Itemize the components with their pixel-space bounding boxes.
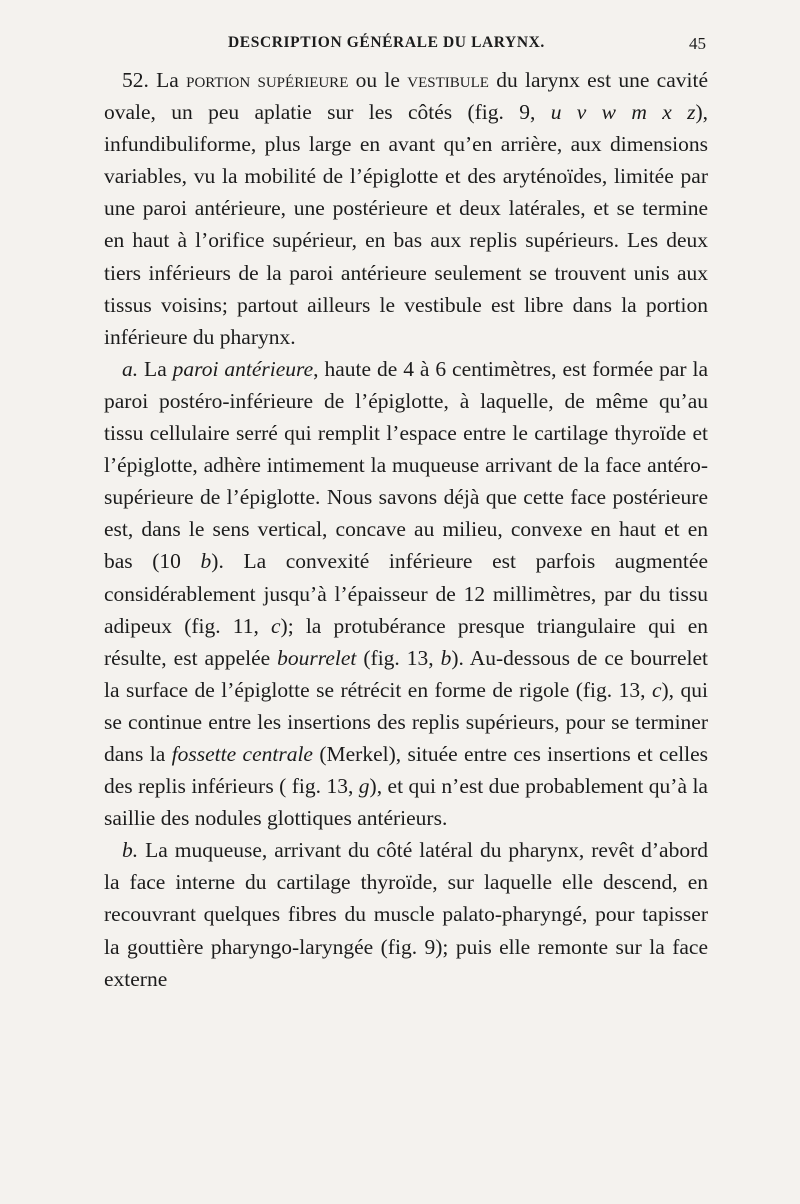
- italic-text: b: [200, 549, 212, 574]
- italic-text: b.: [122, 838, 139, 863]
- small-caps-text: vestibule: [407, 68, 489, 92]
- italic-text: paroi antérieure: [172, 356, 314, 381]
- paragraph-a-anterior-wall: [104, 353, 708, 834]
- text-run: ), et qui n’est due probablement qu’à la saillie des nodules glottiques antérieurs.: [104, 774, 708, 831]
- paragraph-52: [104, 64, 708, 353]
- text-run: ), qui se continue entre les insertions des replis supérieurs, pour se terminer dans la: [104, 677, 708, 766]
- text-run: , haute de 4 à 6 centimètres, est formée par la paroi postéro-inférieure de l’épiglotte, à laquelle, de même qu’au tissu cellulaire serré qui remplit l’espace entre le cartilage thyroïde et l’épiglotte, adhère intimement la muqueuse arrivant de la face antéro-supérieure de l’épiglotte. Nous savons déjà que cette face postérieure est, dans le sens vertical, concave au milieu, convexe en haut et en bas (10: [104, 356, 708, 574]
- text-run: 52. La: [122, 68, 187, 92]
- small-caps-text: portion supérieure: [186, 68, 349, 92]
- text-run: du larynx est une cavité ovale, un peu aplatie sur les côtés (fig. 9,: [104, 68, 708, 125]
- italic-text: c: [651, 677, 662, 702]
- page-header: [104, 32, 706, 56]
- italic-text: fossette centrale: [171, 741, 313, 766]
- body-text: [104, 64, 708, 995]
- text-run: ou le: [348, 68, 408, 92]
- italic-text: c: [271, 613, 281, 638]
- page-number: 45: [689, 34, 706, 53]
- text-run: La: [138, 356, 173, 381]
- text-run: La muqueuse, arrivant du côté latéral du pharynx, revêt d’abord la face interne du cartilage thyroïde, sur laquelle elle descend, en recouvrant quelques fibres du muscle palato-pharyngé, pour tapisser la gouttière pharyngo-laryngée (fig. 9); puis elle remonte sur la face externe: [104, 838, 708, 991]
- italic-text: a.: [122, 356, 139, 381]
- italic-text: bourrelet: [277, 645, 357, 670]
- paragraph-b-mucosa: [104, 834, 708, 994]
- text-run: (fig. 13,: [356, 645, 441, 670]
- text-run: ). Au-dessous de ce bourrelet la surface de l’épiglotte se rétrécit en forme de rigole (fig. 13,: [104, 645, 708, 702]
- text-run: ), infundibuliforme, plus large en avant qu’en arrière, aux dimensions variables, vu la mobilité de l’épiglotte et des aryténoïdes, limitée par une paroi antérieure, une postérieure et deux latérales, et se termine en haut à l’orifice supérieur, en bas aux replis supérieurs. Les deux tiers inférieurs de la paroi antérieure seulement se trouvent unis aux tissus voisins; partout ailleurs le vestibule est libre dans la portion inférieure du pharynx.: [104, 100, 708, 349]
- running-title: DESCRIPTION GÉNÉRALE DU LARYNX.: [228, 34, 545, 51]
- text-run: ). La convexité inférieure est parfois augmentée considérablement jusqu’à l’épaisseur de 12 millimètres, par du tissu adipeux (fig. 11,: [104, 549, 708, 638]
- italic-text: g: [358, 774, 370, 799]
- italic-text: u v w m x z: [550, 100, 696, 125]
- text-run: (Merkel), située entre ces insertions et celles des replis inférieurs ( fig. 13,: [104, 741, 708, 799]
- text-run: ); la protubérance presque triangulaire qui en résulte, est appelée: [104, 613, 708, 670]
- italic-text: b: [440, 645, 452, 670]
